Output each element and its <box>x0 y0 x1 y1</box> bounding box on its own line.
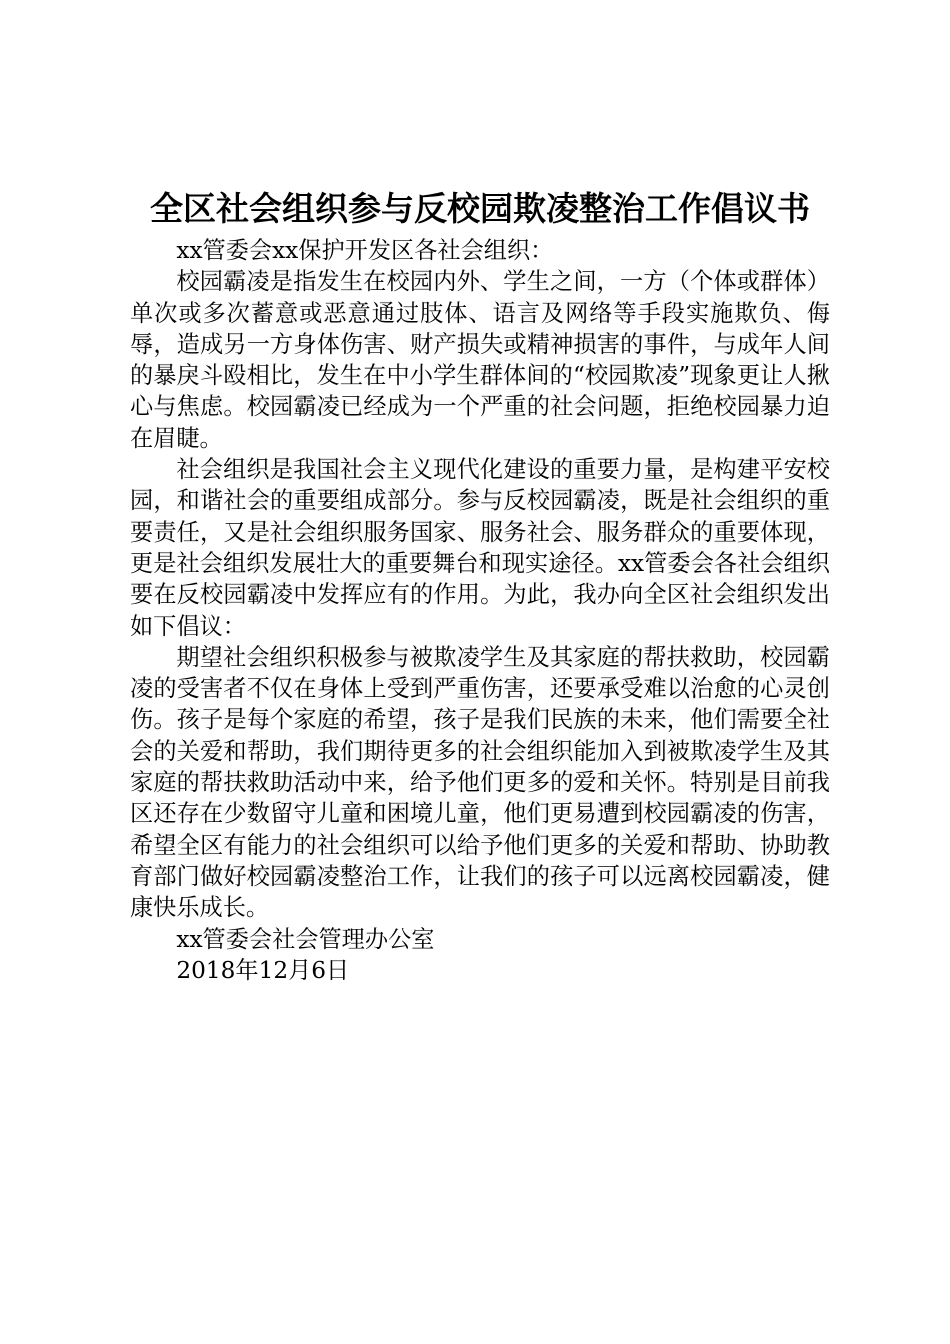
document-body <box>130 235 830 986</box>
signature-date: 2018年12月6日 <box>176 956 350 984</box>
signature-org: xx管委会社会管理办公室 <box>176 925 435 953</box>
salutation: xx管委会xx保护开发区各社会组织： <box>176 237 554 264</box>
document-title: 全区社会组织参与反校园欺凌整治工作倡议书 <box>150 189 810 228</box>
document-page <box>130 185 830 986</box>
paragraph-2: 社会组织是我国社会主义现代化建设的重要力量，是构建平安校园，和谐社会的重要组成部分。参与反校园霸凌，既是社会组织的重要责任，又是社会组织服务国家、服务社会、服务群众的重要体现，更是社会组织发展壮大的重要舞台和现实途径。xx管委会各社会组织要在反校园霸凌中发挥应有的作用。为此，我办向全区社会组织发出如下倡议： <box>130 456 830 640</box>
paragraph-3: 期望社会组织积极参与被欺凌学生及其家庭的帮扶救助，校园霸凌的受害者不仅在身体上受到严重伤害，还要承受难以治愈的心灵创伤。孩子是每个家庭的希望，孩子是我们民族的未来，他们需要全社会的关爱和帮助，我们期待更多的社会组织能加入到被欺凌学生及其家庭的帮扶救助活动中来，给予他们更多的爱和关怀。特别是目前我区还存在少数留守儿童和困境儿童，他们更易遭到校园霸凌的伤害，希望全区有能力的社会组织可以给予他们更多的关爱和帮助、协助教育部门做好校园霸凌整治工作，让我们的孩子可以远离校园霸凌，健康快乐成长。 <box>130 643 830 922</box>
paragraph-1: 校园霸凌是指发生在校园内外、学生之间，一方（个体或群体）单次或多次蓄意或恶意通过肢体、语言及网络等手段实施欺负、侮辱，造成另一方身体伤害、财产损失或精神损害的事件，与成年人间的暴戾斗殴相比，发生在中小学生群体间的“校园欺凌”现象更让人揪心与焦虑。校园霸凌已经成为一个严重的社会问题，拒绝校园暴力迫在眉睫。 <box>130 268 830 452</box>
